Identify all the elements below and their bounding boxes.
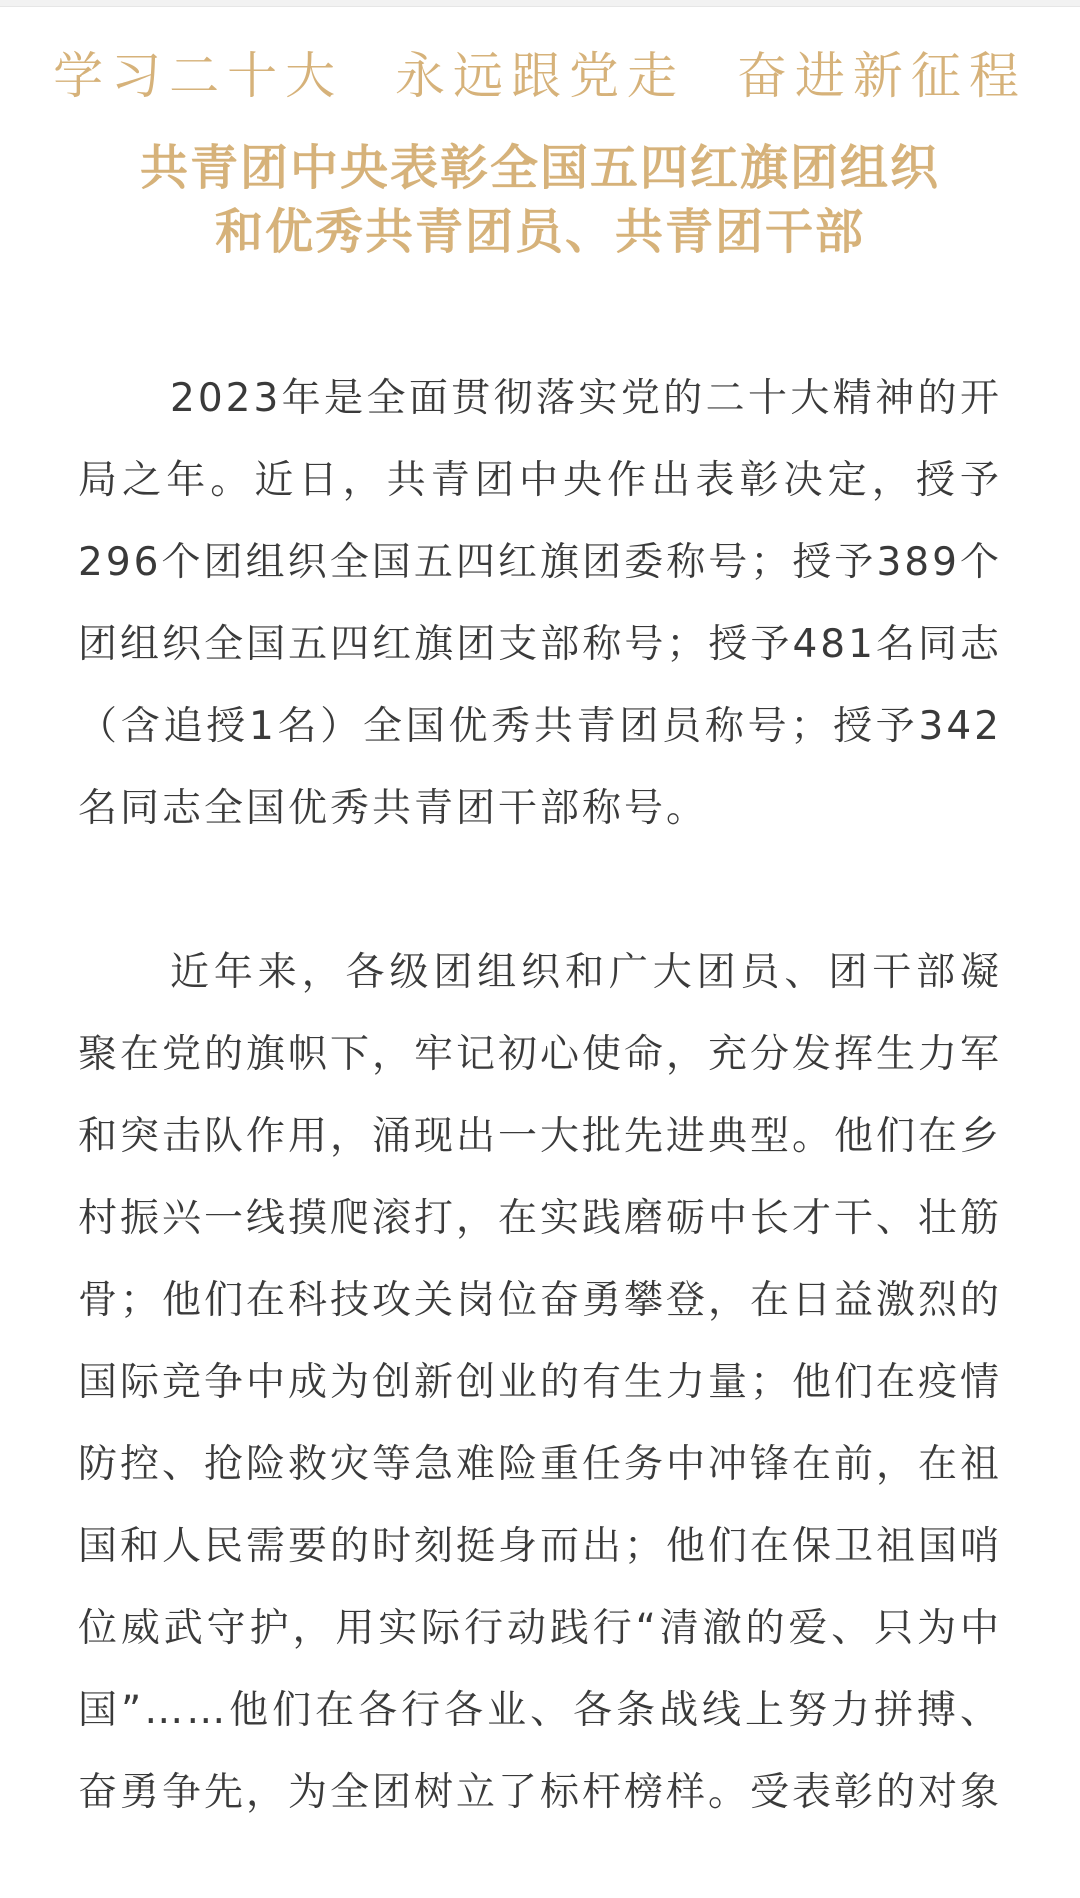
slogan-part: 学习二十大 [53,47,344,105]
article-body [78,358,1002,1834]
headline-line: 共青团中央表彰全国五四红旗团组织 [139,140,940,196]
article-paragraph: 近年来，各级团组织和广大团员、团干部凝聚在党的旗帜下，牢记初心使命，充分发挥生力军和突击队作用，涌现出一大批先进典型。他们在乡村振兴一线摸爬滚打，在实践磨砺中长才干、壮筋骨；他们在科技攻关岗位奋勇攀登，在日益激烈的国际竞争中成为创新创业的有生力量；他们在疫情防控、抢险救灾等急难险重任务中冲锋在前，在祖国和人民需要的时刻挺身而出；他们在保卫祖国哨位威武守护，用实际行动践行“清澈的爱、只为中国”……他们在各行各业、各条战线上努力拼搏、奋勇争先，为全团树立了标杆榜样。受表彰的对象 [78,950,1003,1815]
headline [0,136,1080,264]
slogan-part: 永远跟党走 [395,47,685,105]
headline-line: 和优秀共青团员、共青团干部 [214,204,865,260]
article-header [0,40,1080,264]
slogan-part: 奋进新征程 [736,47,1027,105]
article-paragraph: 2023年是全面贯彻落实党的二十大精神的开局之年。近日，共青团中央作出表彰决定，授予296个团组织全国五四红旗团委称号；授予389个团组织全国五四红旗团支部称号；授予481名同志（含追授1名）全国优秀共青团员称号；授予342名同志全国优秀共青团干部称号。 [78,376,1002,831]
slogan [0,40,1080,112]
top-divider [0,0,1080,7]
